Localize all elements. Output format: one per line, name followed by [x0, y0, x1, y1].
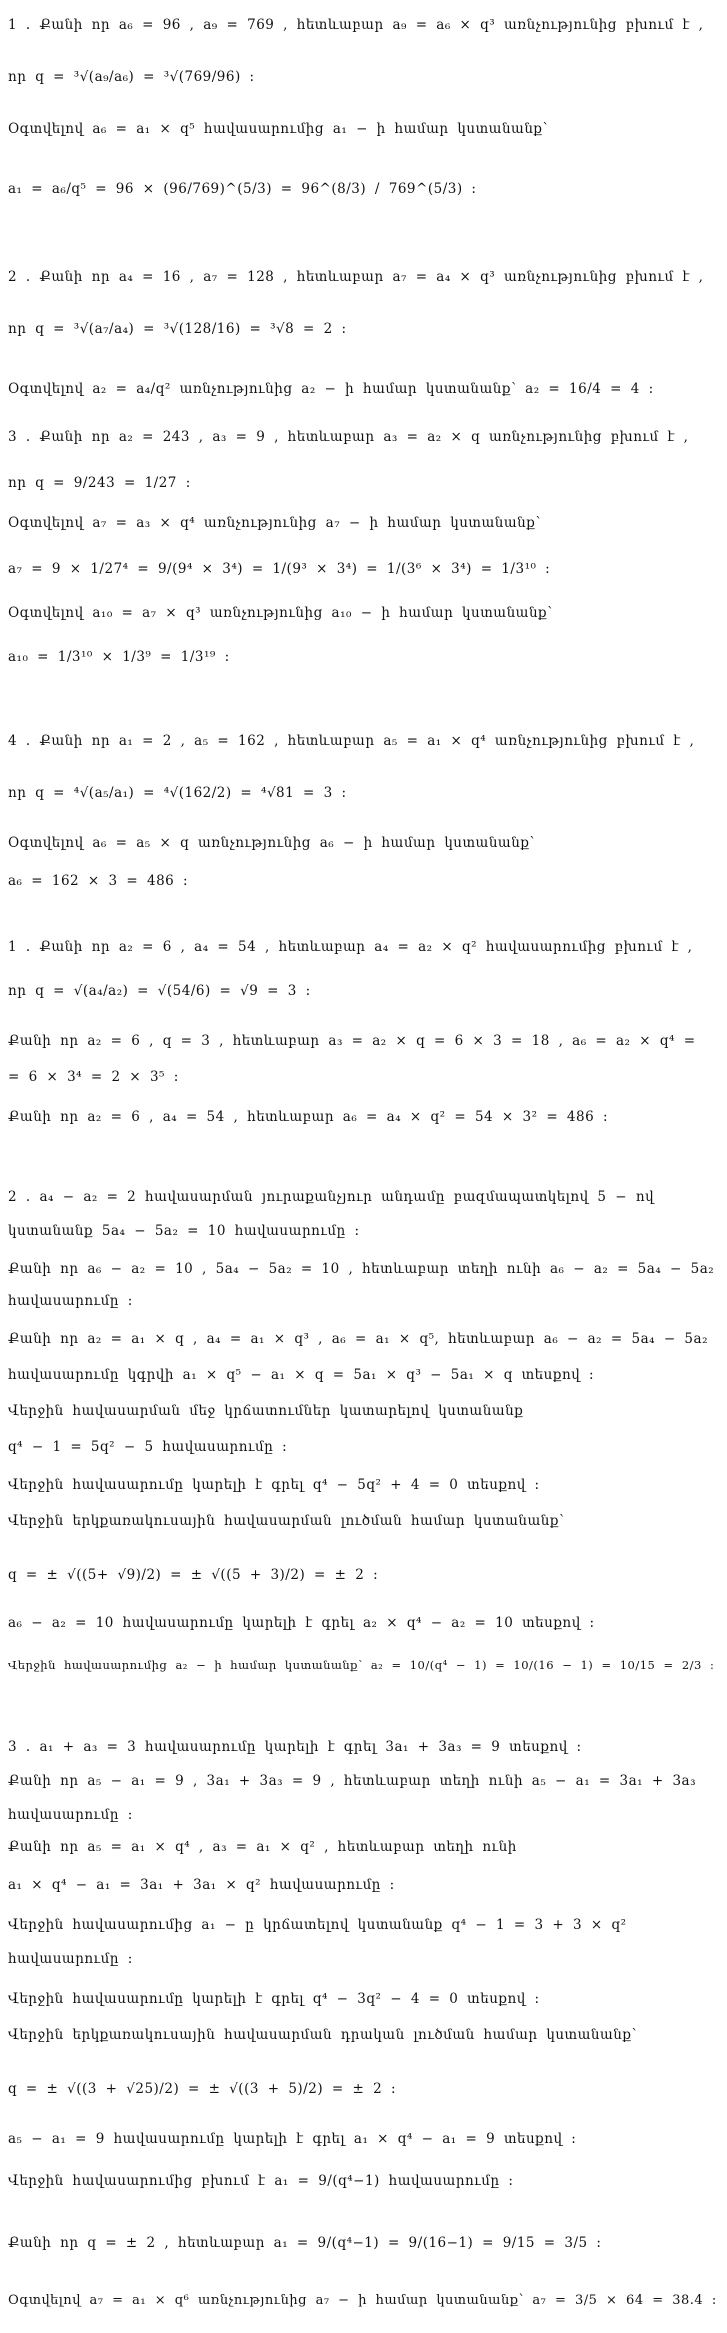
text-line: Քանի որ a₂ = 6 , a₄ = 54 , հետևաբար a₆ = a₄ × q² = 54 × 3² = 486 :: [8, 1109, 609, 1125]
text-line: 3 . Քանի որ a₂ = 243 , a₃ = 9 , հետևաբար a₃ = a₂ × q առնչությունից բխում է ,: [8, 429, 689, 445]
text-line: Վերջին հավասարման մեջ կրճատումներ կատարելով կստանանք: [8, 1403, 524, 1419]
text-line: a₆ = 162 × 3 = 486 :: [8, 873, 189, 889]
text-line: որ q = ⁴√(a₅/a₁) = ⁴√(162/2) = ⁴√81 = 3 :: [8, 785, 347, 801]
text-line: a₇ = 9 × 1/27⁴ = 9/(9⁴ × 3⁴) = 1/(9³ × 3⁴) = 1/(3⁶ × 3⁴) = 1/3¹⁰ :: [8, 561, 551, 577]
text-line: Վերջին հավասարումից a₁ − ը կրճատելով կստանանք q⁴ − 1 = 3 + 3 × q²: [8, 1917, 627, 1933]
text-line: Վերջին հավասարումը կարելի է գրել q⁴ − 5q² + 4 = 0 տեսքով :: [8, 1477, 540, 1493]
text-line: հավասարումը :: [8, 1807, 133, 1823]
text-line: Քանի որ a₂ = 6 , q = 3 , հետևաբար a₃ = a₂ × q = 6 × 3 = 18 , a₆ = a₂ × q⁴ =: [8, 1033, 696, 1049]
text-line: Քանի որ a₂ = a₁ × q , a₄ = a₁ × q³ , a₆ = a₁ × q⁵, հետևաբար a₆ − a₂ = 5a₄ − 5a₂: [8, 1331, 708, 1347]
text-line: Օգտվելով a₆ = a₁ × q⁵ հավասարումից a₁ − ի համար կստանանք՝: [8, 121, 548, 137]
text-line: 4 . Քանի որ a₁ = 2 , a₅ = 162 , հետևաբար a₅ = a₁ × q⁴ առնչությունից բխում է ,: [8, 733, 695, 749]
text-line: Վերջին երկքառակուսային հավասարման լուծման համար կստանանք՝: [8, 1513, 565, 1529]
text-line: Քանի որ a₅ − a₁ = 9 , 3a₁ + 3a₃ = 9 , հետևաբար տեղի ունի a₅ − a₁ = 3a₁ + 3a₃: [8, 1773, 697, 1789]
text-line: Վերջին հավասարումից բխում է a₁ = 9/(q⁴−1) հավասարումը :: [8, 2173, 514, 2189]
text-line: q = ± √((3 + √25)/2) = ± √((3 + 5)/2) = ± 2 :: [8, 2081, 397, 2097]
text-line: Օգտվելով a₇ = a₁ × q⁶ առնչությունից a₇ − ի համար կստանանք՝ a₇ = 3/5 × 64 = 38.4 :: [8, 2293, 717, 2308]
text-line: = 6 × 3⁴ = 2 × 3⁵ :: [8, 1069, 179, 1085]
text-line: Քանի որ q = ± 2 , հետևաբար a₁ = 9/(q⁴−1) = 9/(16−1) = 9/15 = 3/5 :: [8, 2235, 602, 2251]
text-line: 3 . a₁ + a₃ = 3 հավասարումը կարելի է գրել 3a₁ + 3a₃ = 9 տեսքով :: [8, 1739, 582, 1755]
text-line: որ q = ³√(a₉/a₆) = ³√(769/96) :: [8, 69, 255, 85]
text-line: Քանի որ a₅ = a₁ × q⁴ , a₃ = a₁ × q² , հետևաբար տեղի ունի: [8, 1839, 517, 1855]
text-line: կստանանք 5a₄ − 5a₂ = 10 հավասարումը :: [8, 1223, 360, 1239]
text-line: 1 . Քանի որ a₆ = 96 , a₉ = 769 , հետևաբար a₉ = a₆ × q³ առնչությունից բխում է ,: [8, 17, 704, 33]
text-line: հավասարումը կգրվի a₁ × q⁵ − a₁ × q = 5a₁ × q³ − 5a₁ × q տեսքով :: [8, 1367, 595, 1383]
text-line: Վերջին երկքառակուսային հավասարման դրական լուծման համար կստանանք՝: [8, 2027, 637, 2043]
text-line: a₁ × q⁴ − a₁ = 3a₁ + 3a₁ × q² հավասարումը :: [8, 1877, 395, 1893]
text-line: 1 . Քանի որ a₂ = 6 , a₄ = 54 , հետևաբար a₄ = a₂ × q² հավասարումից բխում է ,: [8, 939, 693, 955]
text-line: հավասարումը :: [8, 1293, 133, 1309]
text-line: a₅ − a₁ = 9 հավասարումը կարելի է գրել a₁ × q⁴ − a₁ = 9 տեսքով :: [8, 2131, 577, 2147]
text-line: a₁₀ = 1/3¹⁰ × 1/3⁹ = 1/3¹⁹ :: [8, 649, 230, 665]
text-line: Օգտվելով a₆ = a₅ × q առնչությունից a₆ − ի համար կստանանք՝: [8, 835, 535, 851]
text-line: q⁴ − 1 = 5q² − 5 հավասարումը :: [8, 1439, 288, 1455]
text-line: a₆ − a₂ = 10 հավասարումը կարելի է գրել a₂ × q⁴ − a₂ = 10 տեսքով :: [8, 1615, 595, 1631]
text-line: որ q = √(a₄/a₂) = √(54/6) = √9 = 3 :: [8, 983, 311, 999]
text-line: q = ± √((5+ √9)/2) = ± √((5 + 3)/2) = ± 2 :: [8, 1567, 379, 1583]
text-line: Վերջին հավասարումը կարելի է գրել q⁴ − 3q² − 4 = 0 տեսքով :: [8, 1991, 540, 2007]
text-line: որ q = ³√(a₇/a₄) = ³√(128/16) = ³√8 = 2 :: [8, 321, 347, 337]
text-line: հավասարումը :: [8, 1951, 133, 1967]
text-line: 2 . Քանի որ a₄ = 16 , a₇ = 128 , հետևաբար a₇ = a₄ × q³ առնչությունից բխում է ,: [8, 269, 704, 285]
text-line: Օգտվելով a₁₀ = a₇ × q³ առնչությունից a₁₀ − ի համար կստանանք՝: [8, 605, 553, 621]
text-line: a₁ = a₆/q⁵ = 96 × (96/769)^(5/3) = 96^(8/3) / 769^(5/3) :: [8, 181, 477, 197]
text-line: Օգտվելով a₂ = a₄/q² առնչությունից a₂ − ի համար կստանանք՝ a₂ = 16/4 = 4 :: [8, 381, 654, 397]
text-line: որ q = 9/243 = 1/27 :: [8, 475, 191, 491]
text-line: Վերջին հավասարումից a₂ − ի համար կստանանք՝ a₂ = 10/(q⁴ − 1) = 10/(16 − 1) = 10/15 = 2/3 :: [8, 1658, 715, 1672]
text-line: 2 . a₄ − a₂ = 2 հավասարման յուրաքանչյուր անդամը բազմապատկելով 5 − ով: [8, 1189, 655, 1205]
text-line: Քանի որ a₆ − a₂ = 10 , 5a₄ − 5a₂ = 10 , հետևաբար տեղի ունի a₆ − a₂ = 5a₄ − 5a₂: [8, 1261, 715, 1277]
text-line: Օգտվելով a₇ = a₃ × q⁴ առնչությունից a₇ − ի համար կստանանք՝: [8, 515, 541, 531]
